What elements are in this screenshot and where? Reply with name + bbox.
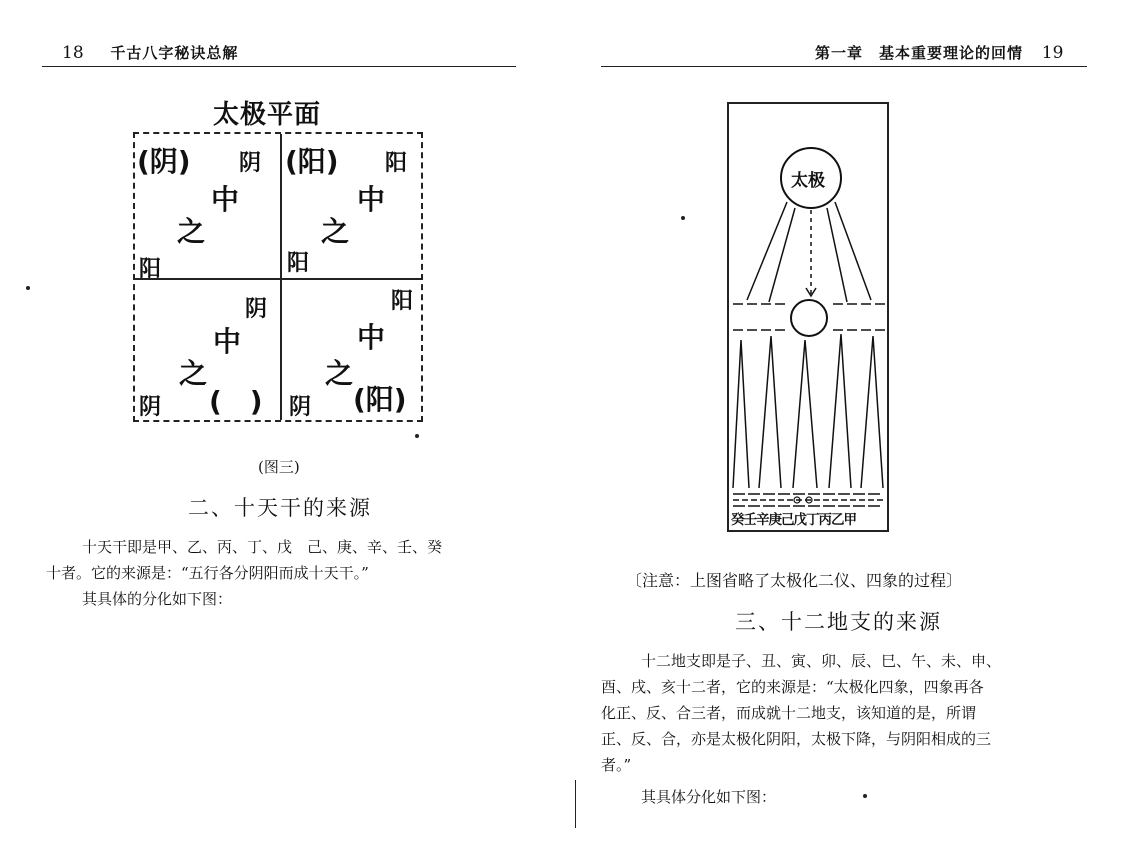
paragraph-line: 十天干即是甲、乙、丙、丁、戊 己、庚、辛、壬、癸 (82, 538, 443, 556)
q4-zhong: 中 (357, 321, 386, 354)
left-header (62, 42, 238, 63)
page-number: 18 (62, 43, 84, 63)
q3-corner-bottom: 阴 (139, 395, 162, 420)
ray-line (835, 202, 871, 300)
stem-derivation-diagram (727, 102, 889, 532)
q3-zhong: 中 (213, 325, 242, 358)
stems-row: 癸壬辛庚己戊丁丙乙甲 (731, 512, 856, 528)
q1-corner-top: 阴 (239, 151, 262, 176)
ray-line (769, 208, 795, 302)
q3-corner-top: 阴 (245, 297, 268, 322)
header-rule (601, 66, 1087, 67)
q3-zhi: 之 (179, 357, 208, 390)
paragraph-line: 者。” (601, 756, 632, 774)
scan-speck (681, 216, 685, 220)
scan-speck (863, 794, 867, 798)
q1-corner-bottom: 阳 (139, 257, 162, 282)
paragraph-line: 酉、戌、亥十二者，它的来源是：“太极化四象，四象再各 (601, 678, 984, 696)
figure-note: 〔注意：上图省略了太极化二仪、四象的过程〕 (626, 571, 963, 590)
scan-speck (415, 434, 419, 438)
section-title: 二、十天干的来源 (188, 496, 372, 520)
paragraph-line: 十二地支即是子、丑、寅、卯、辰、巳、午、未、申、 (641, 652, 1002, 670)
q1-zhong: 中 (211, 183, 240, 216)
page-number: 19 (1041, 43, 1064, 63)
taiji-plane-diagram (133, 132, 423, 422)
ray-line (827, 208, 847, 302)
q1-paren: (阴) (137, 145, 191, 178)
q4-zhi: 之 (325, 357, 354, 390)
running-title: 第一章 基本重要理论的回情 (815, 44, 1024, 62)
right-header (815, 42, 1063, 63)
stem-triangle (793, 340, 817, 488)
q2-paren: (阳) (285, 145, 339, 178)
header-rule (42, 66, 516, 67)
stem-triangle (759, 336, 781, 488)
paragraph-line: 其具体分化如下图： (641, 788, 777, 806)
paragraph-line: 正、反、合，亦是太极化阴阳，太极下降，与阴阳相成的三 (601, 730, 992, 748)
stem-triangle (733, 340, 749, 488)
q4-corner-top: 阳 (391, 289, 414, 314)
q2-corner-bottom: 阳 (287, 251, 310, 276)
figure-caption: (图三) (258, 458, 300, 476)
q2-zhi: 之 (321, 215, 350, 248)
paragraph-line: 化正、反、合三者，而成就十二地支，该知道的是，所谓 (601, 704, 977, 722)
q2-zhong: 中 (357, 183, 386, 216)
taiji-label: 太极 (791, 171, 825, 191)
body-paragraph (601, 648, 1001, 810)
diagram-title: 太极平面 (213, 100, 322, 130)
section-title: 三、十二地支的来源 (735, 610, 942, 634)
body-paragraph (46, 534, 442, 612)
ray-line (747, 202, 787, 300)
stem-triangle (861, 336, 883, 488)
q1-zhi: 之 (177, 215, 206, 248)
q3-paren: ( ) (209, 385, 263, 418)
stem-triangle (829, 334, 851, 488)
left-page (0, 0, 567, 847)
paragraph-line: 十者。它的来源是：“五行各分阴阳而成十天干。” (46, 564, 369, 582)
paragraph-line: 其具体的分化如下图： (82, 590, 233, 608)
middle-circle (791, 300, 827, 336)
scan-speck (26, 286, 30, 290)
grid-divider-vertical (280, 134, 282, 420)
grid-divider-horizontal (135, 278, 421, 280)
running-title: 千古八字秘诀总解 (110, 44, 239, 62)
q2-corner-top: 阳 (385, 151, 408, 176)
q4-paren: (阳) (353, 383, 407, 416)
binding-mark (575, 780, 576, 828)
q4-corner-bottom: 阴 (289, 395, 312, 420)
